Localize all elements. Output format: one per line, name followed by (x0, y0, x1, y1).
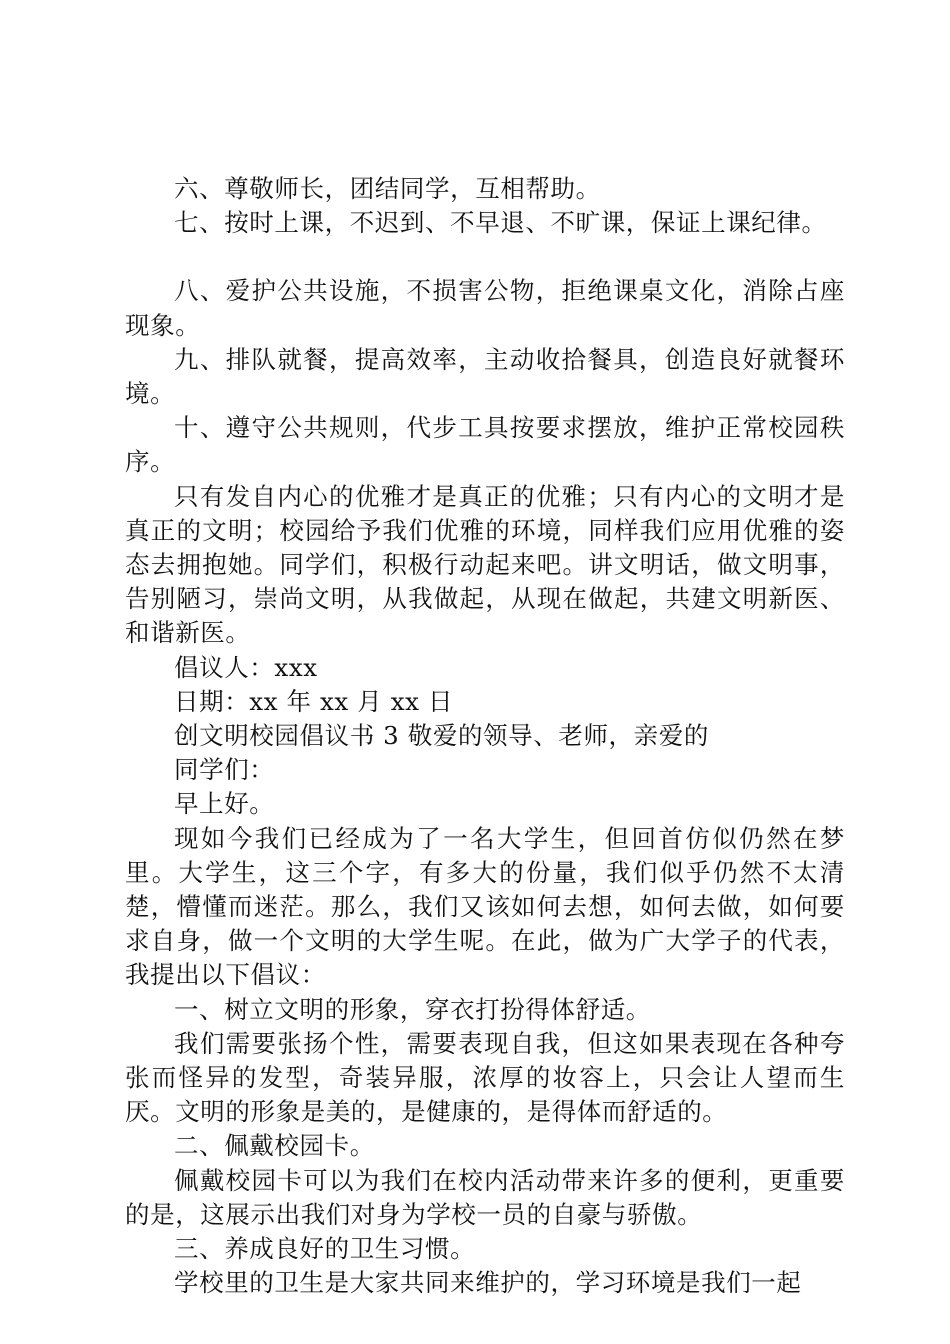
paragraph-item-8: 八、爱护公共设施，不损害公物，拒绝课桌文化，消除占座现象。 (125, 276, 845, 340)
proposal-2-heading: 二、佩戴校园卡。 (174, 1131, 375, 1161)
date-line: 日期：xx 年 xx 月 xx 日 (174, 686, 454, 716)
document-body (125, 172, 845, 1301)
proposal-1-body: 我们需要张扬个性，需要表现自我，但这如果表现在各种夸张而怪异的发型，奇装异服，浓厚的妆容上，只会让人望而生厌。文明的形象是美的，是健康的，是得体而舒适的。 (125, 1028, 845, 1127)
paragraph-gap (125, 240, 845, 274)
salutation: 同学们： (174, 755, 275, 785)
paragraph-item-6: 六、尊敬师长，团结同学，互相帮助。 (174, 174, 601, 203)
greeting: 早上好。 (174, 789, 275, 819)
proposal-1-heading: 一、树立文明的形象，穿衣打扮得体舒适。 (174, 994, 651, 1024)
initiator-line: 倡议人：xxx (174, 652, 318, 682)
paragraph-item-9: 九、排队就餐，提高效率，主动收拾餐具，创造良好就餐环境。 (125, 344, 845, 409)
closing-paragraph: 只有发自内心的优雅才是真正的优雅；只有内心的文明才是真正的文明；校园给予我们优雅的环境，同样我们应用优雅的姿态去拥抱她。同学们，积极行动起来吧。讲文明话，做文明事，告别陋习，崇尚文明，从我做起，从现在做起，共建文明新医、和谐新医。 (125, 481, 845, 648)
paragraph-item-7: 七、按时上课，不迟到、不早退、不旷课，保证上课纪律。 (174, 208, 827, 238)
second-letter-heading: 创文明校园倡议书 3 敬爱的领导、老师，亲爱的 (174, 721, 709, 751)
proposal-3-heading: 三、养成良好的卫生习惯。 (174, 1234, 476, 1264)
proposal-2-body: 佩戴校园卡可以为我们在校内活动带来许多的便利，更重要的是，这展示出我们对身为学校一员的自豪与骄傲。 (125, 1165, 845, 1229)
proposal-3-body: 学校里的卫生是大家共同来维护的，学习环境是我们一起 (174, 1268, 802, 1298)
intro-paragraph: 现如今我们已经成为了一名大学生，但回首仿似仍然在梦里。大学生，这三个字，有多大的份量，我们似乎仍然不太清楚，懵懂而迷茫。那么，我们又该如何去想，如何去做，如何要求自身，做一个文明的大学生呢。在此，做为广大学子的代表，我提出以下倡议： (125, 823, 845, 990)
paragraph-item-10: 十、遵守公共规则，代步工具按要求摆放，维护正常校园秩序。 (125, 413, 845, 477)
